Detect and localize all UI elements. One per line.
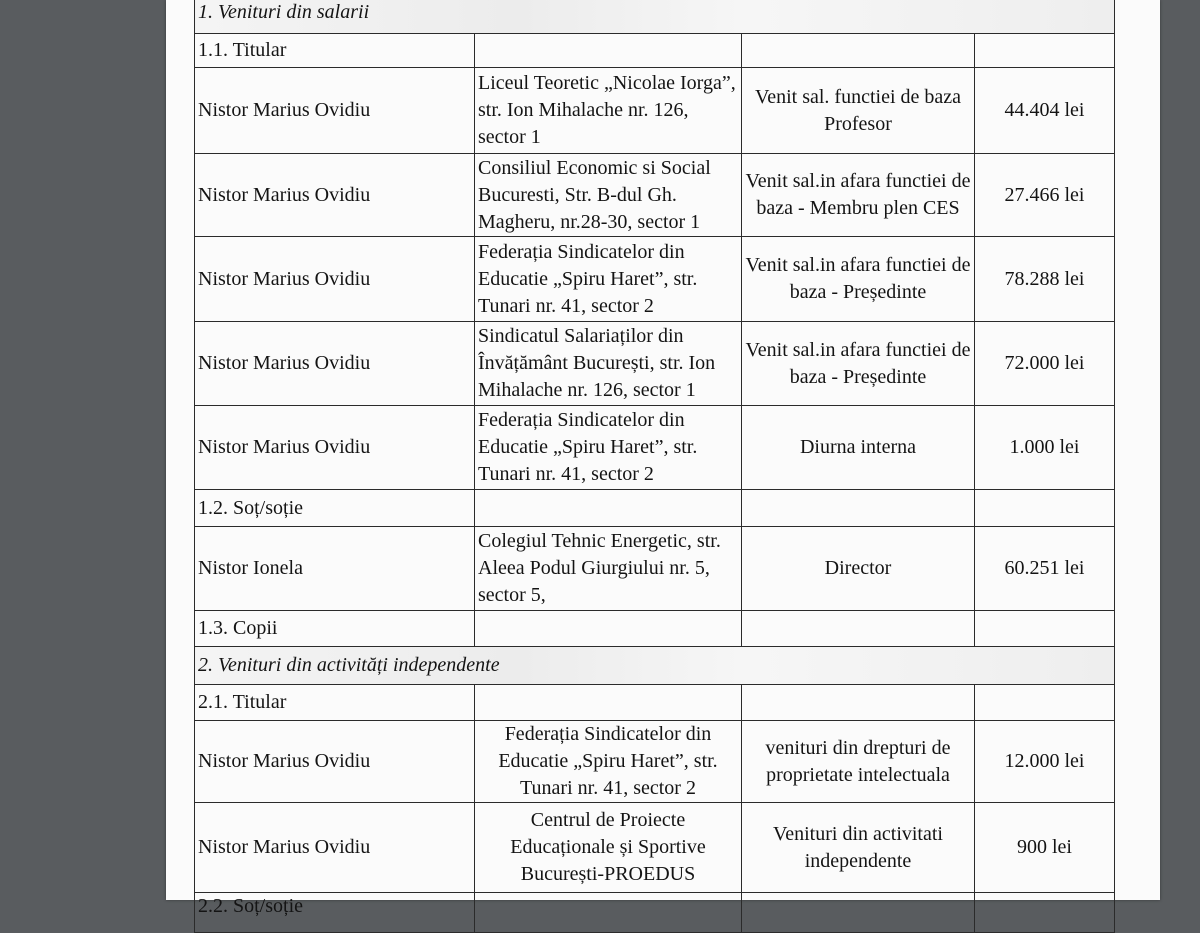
beneficiary-cell: Nistor Marius Ovidiu (195, 721, 475, 803)
source-cell: Federația Sindicatelor din Educatie „Spiru Haret”, str. Tunari nr. 41, sector 2 (475, 721, 742, 803)
section-title-independent: 2. Venituri din activități independente (195, 647, 1115, 685)
subsection-row (195, 611, 1115, 647)
subsection-row (195, 34, 1115, 68)
amount-cell: 44.404 lei (975, 68, 1115, 154)
beneficiary-cell: Nistor Marius Ovidiu (195, 322, 475, 406)
amount-cell: 27.466 lei (975, 154, 1115, 237)
section-row-independent (195, 647, 1115, 685)
table-row (195, 154, 1115, 237)
subsection-label: 1.2. Soț/soție (195, 490, 475, 527)
amount-cell: 72.000 lei (975, 322, 1115, 406)
service-cell: Venit sal. functiei de baza Profesor (742, 68, 975, 154)
service-cell: Venituri din activitati independente (742, 803, 975, 893)
subsection-row (195, 893, 1115, 933)
amount-cell: 78.288 lei (975, 237, 1115, 322)
service-cell: Venit sal.in afara functiei de baza - Membru plen CES (742, 154, 975, 237)
source-cell: Consiliul Economic si Social Bucuresti, Str. B-dul Gh. Magheru, nr.28-30, sector 1 (475, 154, 742, 237)
service-cell: Diurna interna (742, 406, 975, 490)
beneficiary-cell: Nistor Marius Ovidiu (195, 154, 475, 237)
beneficiary-cell: Nistor Marius Ovidiu (195, 803, 475, 893)
source-cell: Centrul de Proiecte Educaționale și Sportive București-PROEDUS (475, 803, 742, 893)
table-row (195, 406, 1115, 490)
amount-cell: 60.251 lei (975, 527, 1115, 611)
source-cell: Sindicatul Salariaților din Învățământ București, str. Ion Mihalache nr. 126, sector 1 (475, 322, 742, 406)
service-cell: Venit sal.in afara functiei de baza - Președinte (742, 322, 975, 406)
source-cell: Federația Sindicatelor din Educatie „Spiru Haret”, str. Tunari nr. 41, sector 2 (475, 406, 742, 490)
subsection-row (195, 490, 1115, 527)
table-row (195, 68, 1115, 154)
service-cell: Venit sal.in afara functiei de baza - Președinte (742, 237, 975, 322)
subsection-row (195, 685, 1115, 721)
subsection-label: 1.3. Copii (195, 611, 475, 647)
beneficiary-cell: Nistor Marius Ovidiu (195, 237, 475, 322)
table-row (195, 237, 1115, 322)
table-row (195, 527, 1115, 611)
table-row (195, 322, 1115, 406)
source-cell: Federația Sindicatelor din Educatie „Spiru Haret”, str. Tunari nr. 41, sector 2 (475, 237, 742, 322)
table-row (195, 721, 1115, 803)
source-cell: Liceul Teoretic „Nicolae Iorga”, str. Ion Mihalache nr. 126, sector 1 (475, 68, 742, 154)
beneficiary-cell: Nistor Marius Ovidiu (195, 68, 475, 154)
amount-cell: 12.000 lei (975, 721, 1115, 803)
income-table (194, 0, 1115, 933)
service-cell: Director (742, 527, 975, 611)
amount-cell: 900 lei (975, 803, 1115, 893)
beneficiary-cell: Nistor Ionela (195, 527, 475, 611)
section-row-salaries (195, 0, 1115, 34)
beneficiary-cell: Nistor Marius Ovidiu (195, 406, 475, 490)
source-cell: Colegiul Tehnic Energetic, str. Aleea Podul Giurgiului nr. 5, sector 5, (475, 527, 742, 611)
subsection-label: 2.2. Soț/soție (195, 893, 475, 933)
document-page (166, 0, 1160, 917)
amount-cell: 1.000 lei (975, 406, 1115, 490)
subsection-label: 2.1. Titular (195, 685, 475, 721)
table-row (195, 803, 1115, 893)
section-title-salaries: 1. Venituri din salarii (195, 0, 1115, 34)
subsection-label: 1.1. Titular (195, 34, 475, 68)
service-cell: venituri din drepturi de proprietate intelectuala (742, 721, 975, 803)
